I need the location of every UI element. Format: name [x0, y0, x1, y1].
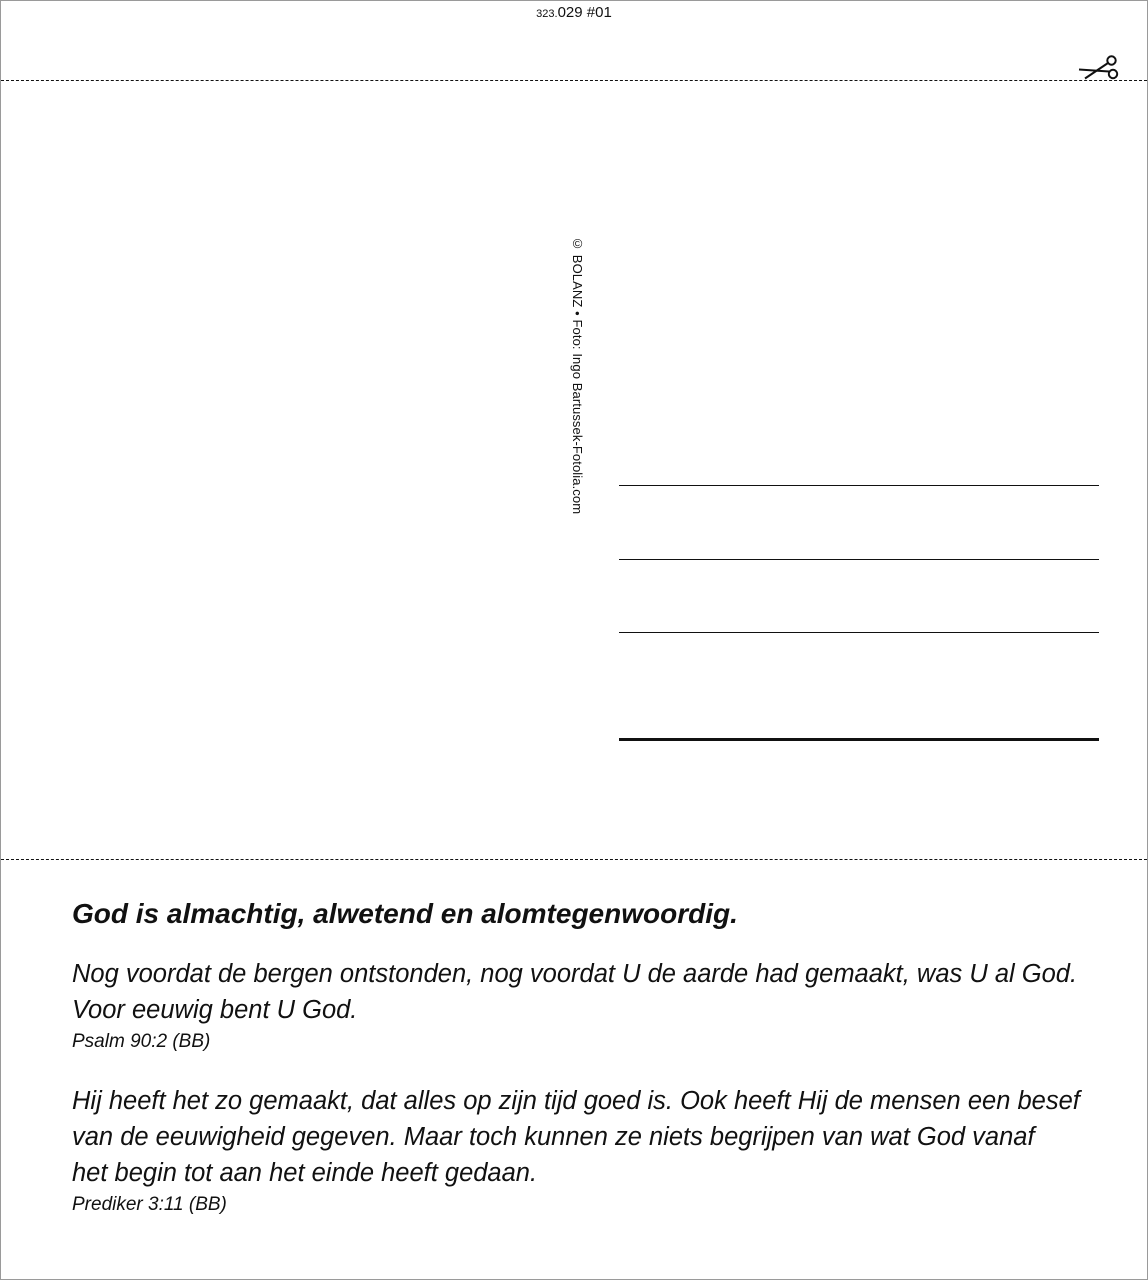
- verse-heading: God is almachtig, alwetend en alomtegenwoordig.: [72, 898, 738, 929]
- product-code-number: 029 #01: [557, 4, 612, 21]
- verse-section: [72, 896, 1112, 1219]
- verse-reference: Psalm 90:2 (BB): [72, 1031, 211, 1052]
- cut-line-bottom: [1, 859, 1147, 860]
- address-line: [619, 632, 1099, 633]
- verse-reference: Prediker 3:11 (BB): [72, 1194, 227, 1215]
- verse-text-line: van de eeuwigheid gegeven. Maar toch kunnen ze niets begrijpen van wat God vanaf: [72, 1123, 1035, 1151]
- product-code: [0, 4, 1148, 21]
- verse-text-line: het begin tot aan het einde heeft gedaan.: [72, 1159, 538, 1187]
- verse-text-line: Hij heeft het zo gemaakt, dat alles op zijn tijd goed is. Ook heeft Hij de mensen een besef: [72, 1087, 1080, 1115]
- photo-credit: © BOLANZ • Foto: Ingo Bartussek-Fotolia.com: [570, 236, 585, 515]
- verse-text-line: Nog voordat de bergen ontstonden, nog voordat U de aarde had gemaakt, was U al God.: [72, 960, 1078, 988]
- scissors-icon: [1077, 52, 1121, 84]
- cut-line-top: [1, 80, 1147, 81]
- address-line: [619, 559, 1099, 560]
- verse-text-line: Voor eeuwig bent U God.: [72, 996, 358, 1024]
- product-code-prefix: 323.: [536, 8, 558, 20]
- address-line-bold: [619, 738, 1099, 741]
- address-line: [619, 485, 1099, 486]
